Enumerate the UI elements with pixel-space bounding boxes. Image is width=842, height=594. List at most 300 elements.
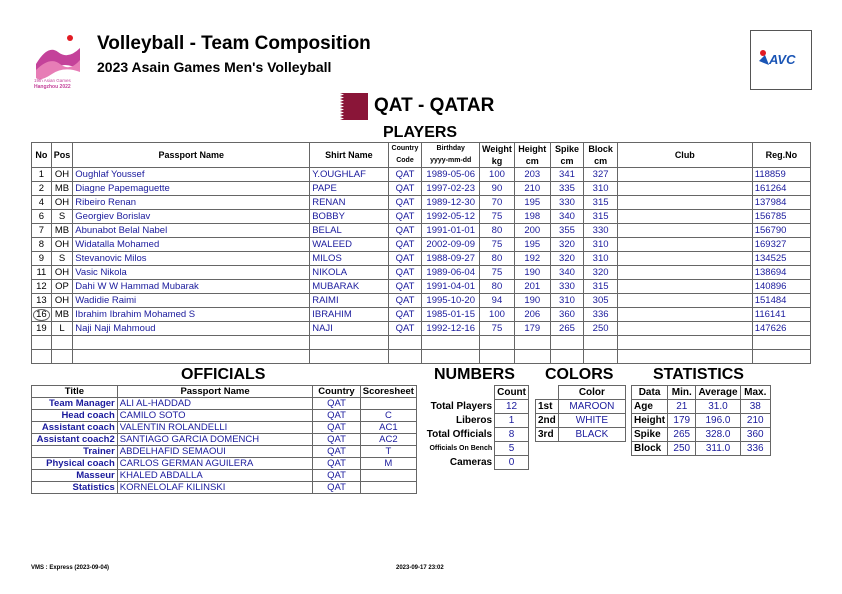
official-name: CARLOS GERMAN AGUILERA <box>117 458 313 470</box>
empty-cell <box>32 336 52 350</box>
player-shirt: MILOS <box>310 252 388 266</box>
player-name: Stevanovic Milos <box>73 252 310 266</box>
empty-cell <box>422 350 480 364</box>
official-name: ALI AL-HADDAD <box>117 398 313 410</box>
empty-cell <box>310 350 388 364</box>
colors-label: 2nd <box>536 414 559 428</box>
table-row <box>32 308 811 322</box>
stats-col-average: Average <box>696 386 740 400</box>
player-spike: 320 <box>550 238 584 252</box>
official-name: KORNELOLAF KILINSKI <box>117 482 313 494</box>
stats-col-max: Max. <box>740 386 770 400</box>
numbers-body <box>424 400 529 470</box>
official-row <box>32 422 417 434</box>
official-row <box>32 470 417 482</box>
empty-cell <box>480 336 515 350</box>
official-scoresheet: M <box>360 458 416 470</box>
player-country: QAT <box>388 294 422 308</box>
player-birthday: 1992-12-16 <box>422 322 480 336</box>
empty-row <box>32 350 811 364</box>
player-club <box>617 322 752 336</box>
empty-cell <box>550 336 584 350</box>
colors-value: BLACK <box>558 428 625 442</box>
empty-cell <box>51 350 73 364</box>
player-birthday: 1995-10-20 <box>422 294 480 308</box>
player-pos: OH <box>51 196 73 210</box>
numbers-row <box>424 400 529 414</box>
col-height-2: cm <box>525 156 539 166</box>
player-weight: 75 <box>480 210 515 224</box>
player-birthday: 1992-05-12 <box>422 210 480 224</box>
empty-cell <box>480 350 515 364</box>
player-weight: 75 <box>480 238 515 252</box>
player-club <box>617 280 752 294</box>
player-club <box>617 266 752 280</box>
official-scoresheet: AC1 <box>360 422 416 434</box>
player-block: 310 <box>584 182 618 196</box>
table-row <box>32 224 811 238</box>
official-country: QAT <box>313 410 360 422</box>
player-spike: 341 <box>550 168 584 182</box>
player-weight: 80 <box>480 252 515 266</box>
official-scoresheet: AC2 <box>360 434 416 446</box>
player-country: QAT <box>388 182 422 196</box>
empty-cell <box>73 350 310 364</box>
stats-avg: 196.0 <box>696 414 740 428</box>
player-name: Dahi W W Hammad Mubarak <box>73 280 310 294</box>
official-title: Assistant coach <box>32 422 118 434</box>
player-birthday: 1989-12-30 <box>422 196 480 210</box>
player-shirt: BELAL <box>310 224 388 238</box>
empty-cell <box>73 336 310 350</box>
officials-col-scoresheet: Scoresheet <box>360 386 416 398</box>
official-title: Head coach <box>32 410 118 422</box>
empty-cell <box>584 350 618 364</box>
official-country: QAT <box>313 482 360 494</box>
player-weight: 94 <box>480 294 515 308</box>
player-reg-no: 151484 <box>752 294 810 308</box>
logo-text-1: 19th Asian Games <box>34 78 71 83</box>
players-title: PLAYERS <box>383 124 458 141</box>
col-country-code-1: Country <box>391 145 419 152</box>
player-name: Abunabot Belal Nabel <box>73 224 310 238</box>
player-name: Diagne Papemaguette <box>73 182 310 196</box>
col-block <box>584 143 618 168</box>
table-row <box>32 266 811 280</box>
official-title: Assistant coach2 <box>32 434 118 446</box>
stats-avg: 31.0 <box>696 400 740 414</box>
numbers-count: 1 <box>495 414 529 428</box>
stats-data: Age <box>632 400 668 414</box>
stats-min: 265 <box>668 428 696 442</box>
col-spike-2: cm <box>560 156 574 166</box>
stats-min: 179 <box>668 414 696 428</box>
player-shirt: WALEED <box>310 238 388 252</box>
player-shirt: MUBARAK <box>310 280 388 294</box>
player-club <box>617 168 752 182</box>
table-row <box>32 252 811 266</box>
numbers-title: NUMBERS <box>434 366 515 383</box>
player-pos: S <box>51 210 73 224</box>
stats-col-min: Min. <box>668 386 696 400</box>
player-reg-no: 161264 <box>752 182 810 196</box>
table-row <box>32 280 811 294</box>
player-block: 315 <box>584 196 618 210</box>
stats-row <box>632 400 771 414</box>
player-height: 195 <box>514 238 550 252</box>
player-reg-no: 137984 <box>752 196 810 210</box>
player-block: 315 <box>584 280 618 294</box>
player-spike: 320 <box>550 252 584 266</box>
official-country: QAT <box>313 458 360 470</box>
colors-blank-head <box>536 386 559 400</box>
numbers-table <box>424 385 529 470</box>
player-no: 13 <box>32 294 52 308</box>
col-weight-2: kg <box>491 156 503 166</box>
col-birthday-2: yyyy-mm-dd <box>430 157 472 164</box>
numbers-blank-head <box>424 386 495 400</box>
player-spike: 360 <box>550 308 584 322</box>
player-pos: L <box>51 322 73 336</box>
player-block: 250 <box>584 322 618 336</box>
player-club <box>617 210 752 224</box>
page-subtitle: 2023 Asain Games Men's Volleyball <box>97 59 332 75</box>
empty-cell <box>388 350 422 364</box>
player-club <box>617 308 752 322</box>
player-reg-no: 156785 <box>752 210 810 224</box>
player-weight: 80 <box>480 280 515 294</box>
stats-row <box>632 428 771 442</box>
player-spike: 330 <box>550 196 584 210</box>
stats-min: 21 <box>668 400 696 414</box>
footer-version: VMS : Express (2023-09-04) <box>31 565 110 571</box>
logo-text-2: Hangzhou 2022 <box>34 84 71 90</box>
official-title: Team Manager <box>32 398 118 410</box>
player-name: Ribeiro Renan <box>73 196 310 210</box>
official-scoresheet: C <box>360 410 416 422</box>
player-height: 190 <box>514 294 550 308</box>
player-height: 190 <box>514 266 550 280</box>
team-name: QAT - QATAR <box>374 95 495 116</box>
player-shirt: NIKOLA <box>310 266 388 280</box>
player-block: 336 <box>584 308 618 322</box>
player-shirt: RENAN <box>310 196 388 210</box>
officials-body <box>32 398 417 494</box>
statistics-title: STATISTICS <box>653 366 744 383</box>
colors-value: MAROON <box>558 400 625 414</box>
player-reg-no: 140896 <box>752 280 810 294</box>
colors-table <box>535 385 626 442</box>
player-spike: 310 <box>550 294 584 308</box>
empty-cell <box>550 350 584 364</box>
officials-col-name: Passport Name <box>117 386 313 398</box>
player-birthday: 2002-09-09 <box>422 238 480 252</box>
numbers-count: 12 <box>495 400 529 414</box>
empty-cell <box>752 350 810 364</box>
player-weight: 75 <box>480 266 515 280</box>
player-pos: OP <box>51 280 73 294</box>
avc-logo <box>750 30 812 90</box>
player-shirt: Y.OUGHLAF <box>310 168 388 182</box>
player-club <box>617 182 752 196</box>
col-spike <box>550 143 584 168</box>
player-name: Ibrahim Ibrahim Mohamed S <box>73 308 310 322</box>
stats-avg: 311.0 <box>696 442 740 456</box>
numbers-row <box>424 414 529 428</box>
player-shirt: NAJI <box>310 322 388 336</box>
players-body <box>32 168 811 364</box>
player-pos: S <box>51 252 73 266</box>
stats-data: Spike <box>632 428 668 442</box>
col-reg-no: Reg.No <box>752 143 810 168</box>
numbers-label: Total Players <box>424 400 495 414</box>
player-spike: 340 <box>550 210 584 224</box>
col-no: No <box>32 143 52 168</box>
player-birthday: 1988-09-27 <box>422 252 480 266</box>
empty-cell <box>514 350 550 364</box>
empty-cell <box>617 336 752 350</box>
player-birthday: 1991-04-01 <box>422 280 480 294</box>
player-block: 320 <box>584 266 618 280</box>
col-birthday-1: Birthday <box>436 145 465 152</box>
stats-avg: 328.0 <box>696 428 740 442</box>
player-club <box>617 294 752 308</box>
player-weight: 70 <box>480 196 515 210</box>
empty-cell <box>584 336 618 350</box>
official-scoresheet <box>360 398 416 410</box>
official-country: QAT <box>313 422 360 434</box>
table-row <box>32 182 811 196</box>
colors-label: 1st <box>536 400 559 414</box>
stats-max: 360 <box>740 428 770 442</box>
player-country: QAT <box>388 168 422 182</box>
player-pos: OH <box>51 238 73 252</box>
qatar-flag-icon <box>330 93 368 120</box>
stats-max: 210 <box>740 414 770 428</box>
player-name: Oughlaf Youssef <box>73 168 310 182</box>
player-pos: MB <box>51 308 73 322</box>
empty-cell <box>752 336 810 350</box>
stats-row <box>632 414 771 428</box>
player-pos: OH <box>51 168 73 182</box>
empty-cell <box>32 350 52 364</box>
empty-cell <box>514 336 550 350</box>
player-no: 4 <box>32 196 52 210</box>
col-country-code-2: Code <box>396 157 414 164</box>
official-row <box>32 398 417 410</box>
table-row <box>32 322 811 336</box>
player-reg-no: 147626 <box>752 322 810 336</box>
player-block: 305 <box>584 294 618 308</box>
empty-cell <box>422 336 480 350</box>
official-country: QAT <box>313 446 360 458</box>
player-block: 327 <box>584 168 618 182</box>
stats-data: Block <box>632 442 668 456</box>
player-no: 12 <box>32 280 52 294</box>
official-name: VALENTIN ROLANDELLI <box>117 422 313 434</box>
stats-max: 336 <box>740 442 770 456</box>
player-shirt: PAPE <box>310 182 388 196</box>
player-pos: OH <box>51 294 73 308</box>
player-weight: 80 <box>480 224 515 238</box>
player-birthday: 1997-02-23 <box>422 182 480 196</box>
table-row <box>32 210 811 224</box>
empty-cell <box>617 350 752 364</box>
player-height: 201 <box>514 280 550 294</box>
player-name: Naji Naji Mahmoud <box>73 322 310 336</box>
numbers-label: Cameras <box>424 456 495 470</box>
player-shirt: RAIMI <box>310 294 388 308</box>
col-height <box>514 143 550 168</box>
official-name: CAMILO SOTO <box>117 410 313 422</box>
player-no: 8 <box>32 238 52 252</box>
asian-games-logo <box>30 30 86 92</box>
player-country: QAT <box>388 196 422 210</box>
player-shirt: IBRAHIM <box>310 308 388 322</box>
player-reg-no: 156790 <box>752 224 810 238</box>
player-height: 203 <box>514 168 550 182</box>
player-birthday: 1985-01-15 <box>422 308 480 322</box>
stats-max: 38 <box>740 400 770 414</box>
col-height-1: Height <box>518 144 547 154</box>
numbers-row <box>424 428 529 442</box>
player-height: 198 <box>514 210 550 224</box>
officials-col-country: Country <box>313 386 360 398</box>
empty-cell <box>51 336 73 350</box>
empty-cell <box>388 336 422 350</box>
official-row <box>32 446 417 458</box>
numbers-col-count: Count <box>495 386 529 400</box>
player-pos: MB <box>51 182 73 196</box>
numbers-row <box>424 442 529 456</box>
col-weight-1: Weight <box>482 144 512 154</box>
colors-value: WHITE <box>558 414 625 428</box>
player-birthday: 1989-05-06 <box>422 168 480 182</box>
colors-title: COLORS <box>545 366 614 383</box>
footer-timestamp: 2023-09-17 23:02 <box>396 565 444 571</box>
player-club <box>617 238 752 252</box>
official-row <box>32 434 417 446</box>
table-row <box>32 238 811 252</box>
numbers-label: Liberos <box>424 414 495 428</box>
official-scoresheet <box>360 482 416 494</box>
colors-label: 3rd <box>536 428 559 442</box>
player-height: 210 <box>514 182 550 196</box>
official-row <box>32 482 417 494</box>
player-pos: MB <box>51 224 73 238</box>
numbers-row <box>424 456 529 470</box>
player-weight: 90 <box>480 182 515 196</box>
colors-row <box>536 400 626 414</box>
player-club <box>617 252 752 266</box>
official-title: Trainer <box>32 446 118 458</box>
colors-body <box>536 400 626 442</box>
stats-row <box>632 442 771 456</box>
official-title: Masseur <box>32 470 118 482</box>
official-name: ABDELHAFID SEMAOUI <box>117 446 313 458</box>
official-row <box>32 410 417 422</box>
official-country: QAT <box>313 434 360 446</box>
player-block: 315 <box>584 210 618 224</box>
player-spike: 335 <box>550 182 584 196</box>
official-title: Physical coach <box>32 458 118 470</box>
player-country: QAT <box>388 210 422 224</box>
official-name: KHALED ABDALLA <box>117 470 313 482</box>
statistics-table <box>631 385 771 456</box>
player-block: 310 <box>584 252 618 266</box>
player-country: QAT <box>388 238 422 252</box>
player-country: QAT <box>388 308 422 322</box>
player-country: QAT <box>388 280 422 294</box>
player-no: 6 <box>32 210 52 224</box>
official-scoresheet: T <box>360 446 416 458</box>
officials-title: OFFICIALS <box>181 366 266 383</box>
col-passport-name: Passport Name <box>73 143 310 168</box>
player-name: Wadidie Raimi <box>73 294 310 308</box>
stats-col-data: Data <box>632 386 668 400</box>
statistics-body <box>632 400 771 456</box>
player-weight: 100 <box>480 168 515 182</box>
player-birthday: 1991-01-01 <box>422 224 480 238</box>
player-spike: 330 <box>550 280 584 294</box>
player-no: 19 <box>32 322 52 336</box>
numbers-label: Total Officials <box>424 428 495 442</box>
player-no: 9 <box>32 252 52 266</box>
colors-row <box>536 428 626 442</box>
player-spike: 265 <box>550 322 584 336</box>
table-row <box>32 196 811 210</box>
col-spike-1: Spike <box>554 144 579 154</box>
player-height: 192 <box>514 252 550 266</box>
table-row <box>32 168 811 182</box>
official-scoresheet <box>360 470 416 482</box>
empty-row <box>32 336 811 350</box>
page-title: Volleyball - Team Composition <box>97 33 371 54</box>
player-spike: 340 <box>550 266 584 280</box>
player-country: QAT <box>388 252 422 266</box>
empty-cell <box>310 336 388 350</box>
player-block: 310 <box>584 238 618 252</box>
players-table <box>31 142 811 364</box>
col-block-2: cm <box>594 156 608 166</box>
avc-logo-text: AVC <box>769 52 796 67</box>
table-row <box>32 294 811 308</box>
player-reg-no: 138694 <box>752 266 810 280</box>
player-name: Vasic Nikola <box>73 266 310 280</box>
numbers-count: 8 <box>495 428 529 442</box>
colors-row <box>536 414 626 428</box>
player-spike: 355 <box>550 224 584 238</box>
col-club: Club <box>617 143 752 168</box>
numbers-count: 5 <box>495 442 529 456</box>
player-weight: 100 <box>480 308 515 322</box>
player-country: QAT <box>388 266 422 280</box>
player-pos: OH <box>51 266 73 280</box>
stats-min: 250 <box>668 442 696 456</box>
player-club <box>617 196 752 210</box>
colors-col-color: Color <box>558 386 625 400</box>
player-no: 16 <box>32 308 52 322</box>
player-no: 7 <box>32 224 52 238</box>
player-birthday: 1989-06-04 <box>422 266 480 280</box>
official-title: Statistics <box>32 482 118 494</box>
player-height: 179 <box>514 322 550 336</box>
col-block-1: Block <box>588 144 613 154</box>
player-country: QAT <box>388 322 422 336</box>
player-country: QAT <box>388 224 422 238</box>
numbers-label: Officials On Bench <box>424 442 495 456</box>
official-country: QAT <box>313 470 360 482</box>
